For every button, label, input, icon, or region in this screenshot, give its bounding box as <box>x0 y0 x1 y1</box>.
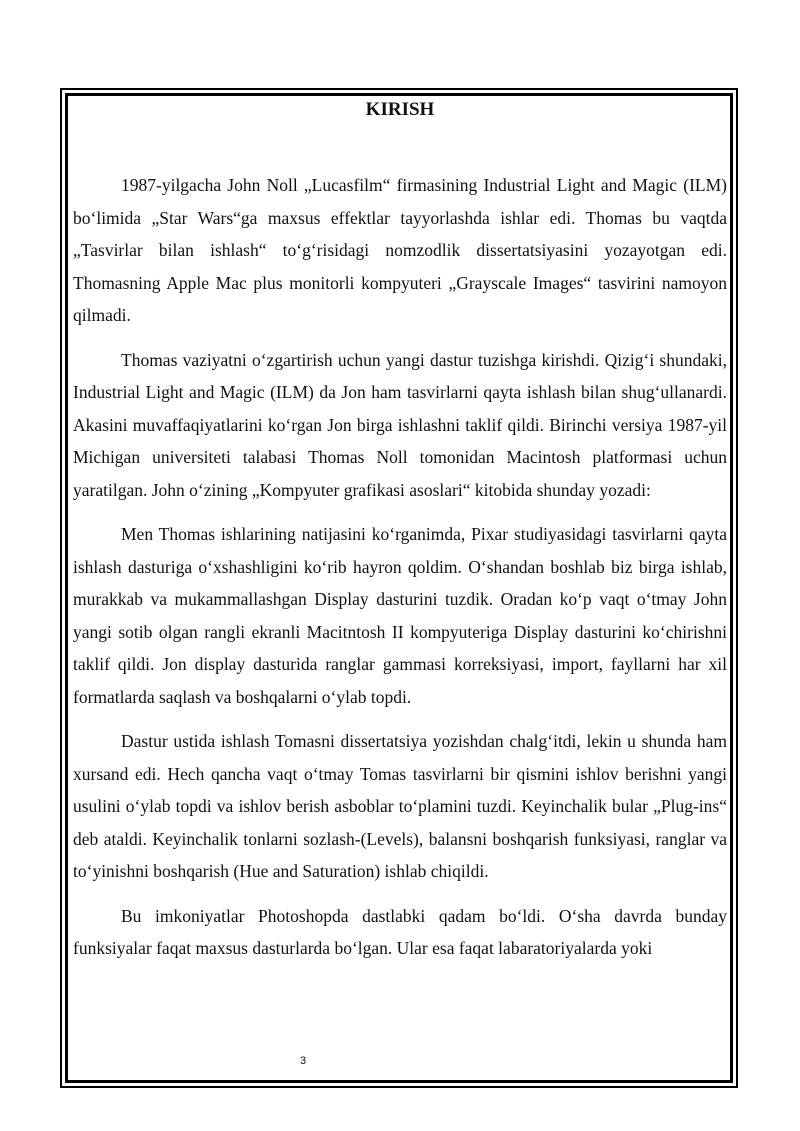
page-number: 3 <box>300 1055 307 1067</box>
section-title: KIRISH <box>365 99 435 120</box>
paragraph-4: Dastur ustida ishlash Tomasni dissertatsiya yozishdan chalg‘itdi, lekin u shunda ham xursand edi. Hech qancha vaqt o‘tmay Tomas tasvirlarni bir qismini ishlov berishni yangi usulini o‘ylab topdi va ishlov berish asboblar to‘plamini tuzdi. Keyinchalik bular „Plug-ins“ deb ataldi. Keyinchalik tonlarni sozlash-(Levels), balansni boshqarish funksiyasi, ranglar va to‘yinishni boshqarish (Hue and Saturation) ishlab chiqildi. <box>73 731 727 881</box>
paragraph-1: 1987-yilgacha John Noll „Lucasfilm“ firmasining Industrial Light and Magic (ILM) bo‘limida „Star Wars“ga maxsus effektlar tayyorlashda ishlar edi. Thomas bu vaqtda „Tasvirlar bilan ishlash“ to‘g‘risidagi nomzodlik dissertatsiyasini yozayotgan edi. Thomasning Apple Mac plus monitorli kompyuteri „Grayscale Images“ tasvirini namoyon qilmadi. <box>73 175 727 325</box>
paragraph-5: Bu imkoniyatlar Photoshopda dastlabki qadam bo‘ldi. O‘sha davrda bunday funksiyalar faqat maxsus dasturlarda bo‘lgan. Ular esa faqat labaratoriyalarda yoki <box>73 905 727 958</box>
paragraph-2: Thomas vaziyatni o‘zgartirish uchun yangi dastur tuzishga kirishdi. Qizig‘i shundaki, Industrial Light and Magic (ILM) da Jon ham tasvirlarni qayta ishlash bilan shug‘ullanardi. Akasini muvaffaqiyatlarini ko‘rgan Jon birga ishlashni taklif qildi. Birinchi versiya 1987-yil Michigan universiteti talabasi Thomas Noll tomonidan Macintosh platformasi uchun yaratilgan. John o‘zining „Kompyuter grafikasi asoslari“ kitobida shunday yozadi: <box>73 349 727 500</box>
document-body <box>73 96 727 965</box>
paragraph-3: Men Thomas ishlarining natijasini ko‘rganimda, Pixar studiyasidagi tasvirlarni qayta ishlash dasturiga o‘xshashligini ko‘rib hayron qoldim. O‘shandan boshlab biz birga ishlab, murakkab va mukammallashgan Display dasturini tuzdik. Oradan ko‘p vaqt o‘tmay John yangi sotib olgan rangli ekranli Macitntosh II kompyuteriga Display dasturini ko‘chirishni taklif qildi. Jon display dasturida ranglar gammasi korreksiyasi, import, fayllarni har xil formatlarda saqlash va boshqalarni o‘ylab topdi. <box>73 524 727 707</box>
